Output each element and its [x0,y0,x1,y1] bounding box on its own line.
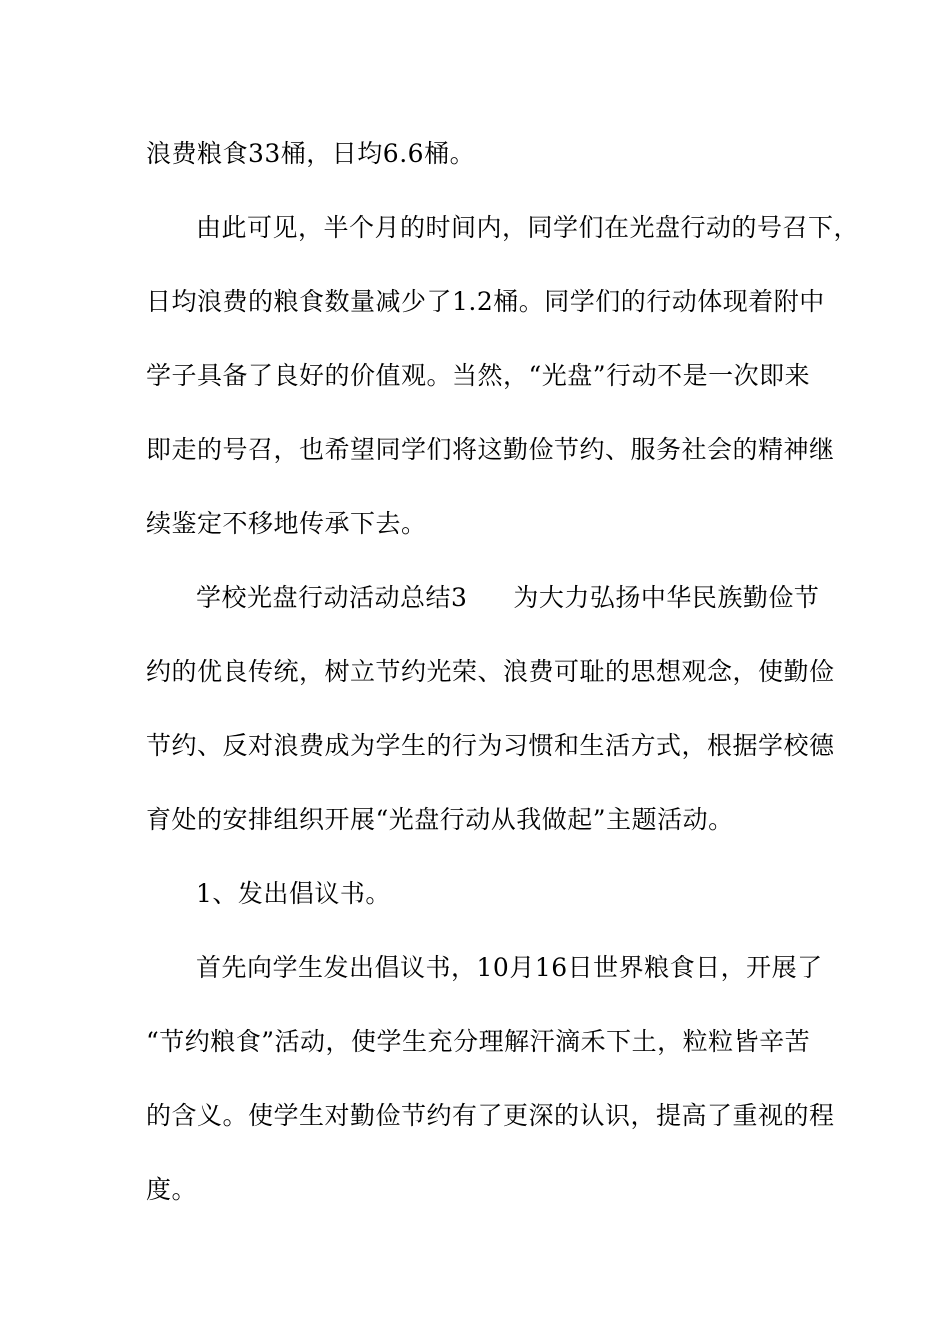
text-line: 日均浪费的粮食数量减少了1.2桶。同学们的行动体现着附中 [146,287,825,316]
text-line: 度。 [146,1175,198,1204]
text-line: 首先向学生发出倡议书，10月16日世界粮食日，开展了 [196,953,823,982]
text-line: 浪费粮食33桶，日均6.6桶。 [146,139,476,168]
section-heading-line [196,582,860,614]
text-line: 育处的安排组织开展“光盘行动从我做起”主题活动。 [146,805,734,834]
text-line: 学子具备了良好的价值观。当然，“光盘”行动不是一次即来 [146,361,811,390]
section-heading: 学校光盘行动活动总结3 [196,583,468,612]
list-item-heading: 1、发出倡议书。 [196,879,391,908]
text-span: 为大力弘扬中华民族勤俭节 [513,583,820,612]
text-line: “节约粮食”活动，使学生充分理解汗滴禾下土，粒粒皆辛苦 [146,1027,811,1056]
text-line: 节约、反对浪费成为学生的行为习惯和生活方式，根据学校德 [146,731,835,760]
text-line: 约的优良传统，树立节约光荣、浪费可耻的思想观念，使勤俭 [146,657,835,686]
text-line: 的含义。使学生对勤俭节约有了更深的认识，提高了重视的程 [146,1101,835,1130]
text-line: 即走的号召，也希望同学们将这勤俭节约、服务社会的精神继 [146,435,835,464]
text-line: 续鉴定不移地传承下去。 [146,509,427,538]
text-line: 由此可见，半个月的时间内，同学们在光盘行动的号召下， [196,213,860,242]
